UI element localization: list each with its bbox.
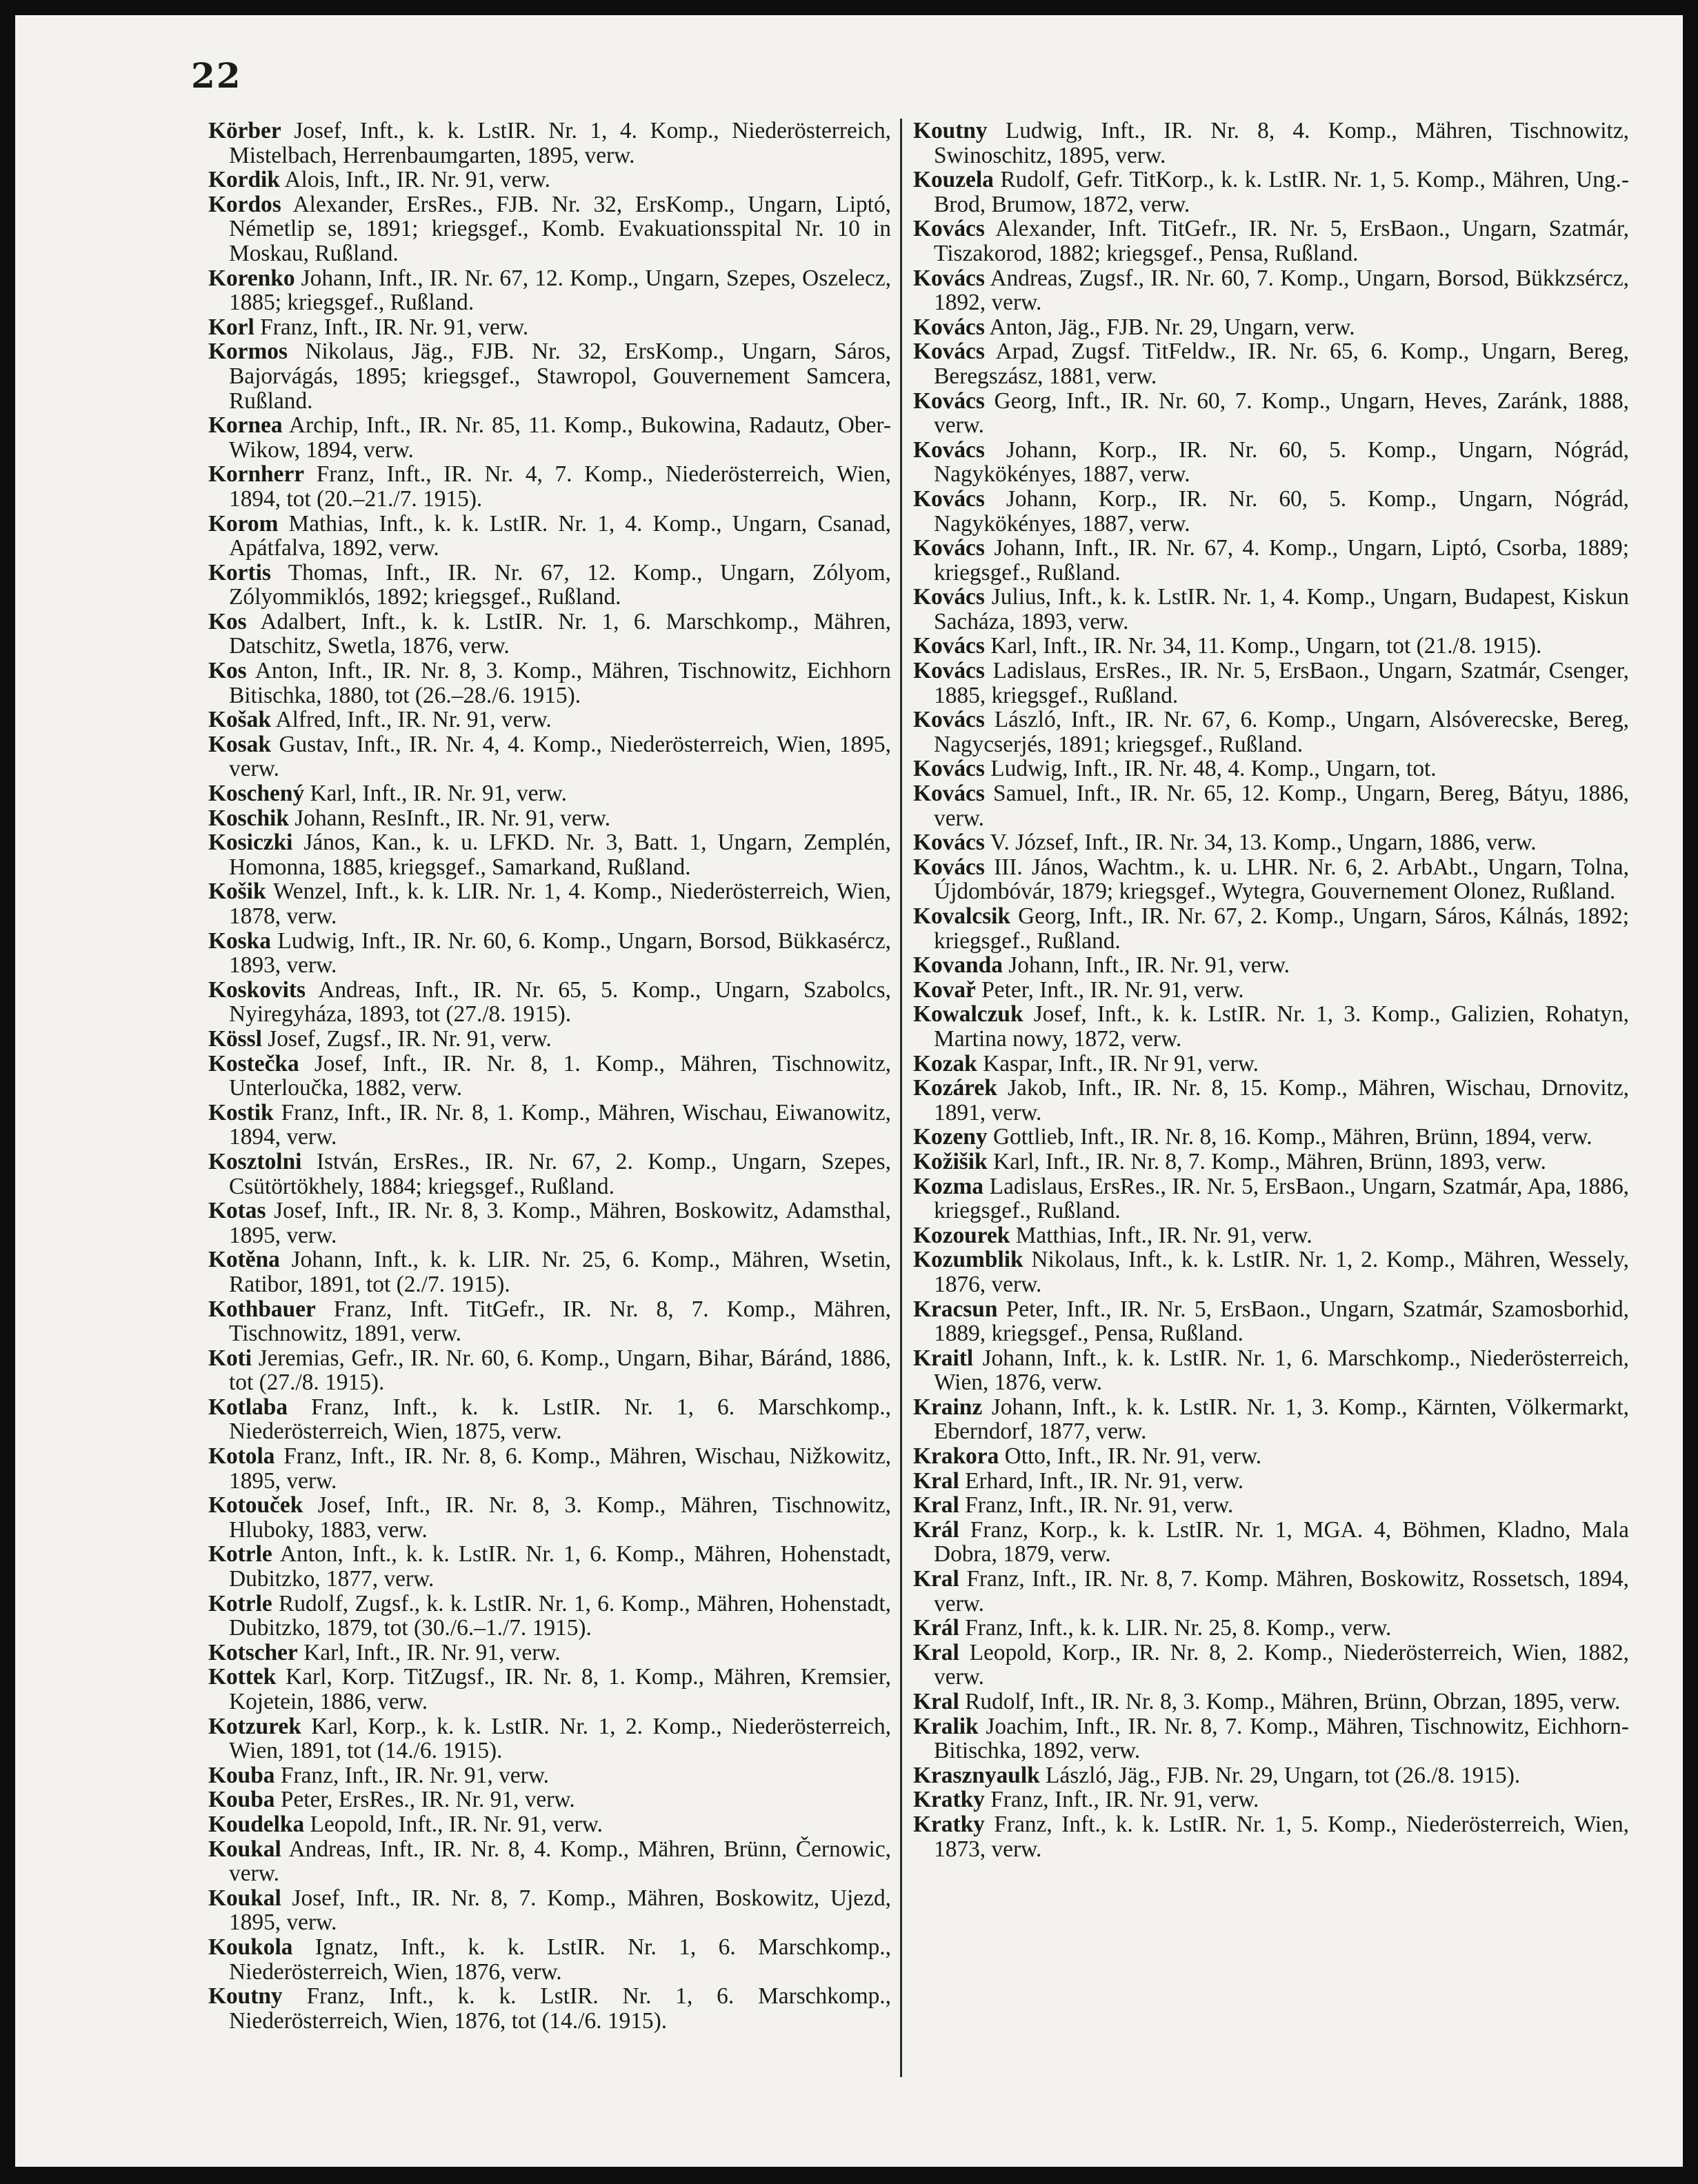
- entry-surname: Krasznyaulk: [913, 1762, 1040, 1788]
- entry-surname: Kratky: [913, 1787, 985, 1813]
- entry-surname: Kožišik: [913, 1148, 988, 1174]
- entry-details: Alfred, Inft., IR. Nr. 91, verw.: [275, 707, 552, 733]
- casualty-entry: [208, 1984, 891, 2033]
- entry-details: Georg, Inft., IR. Nr. 60, 7. Komp., Ungarn, Heves, Zaránk, 1888, verw.: [934, 388, 1629, 439]
- entry-details: Johann, Inft., IR. Nr. 91, verw.: [1008, 952, 1290, 979]
- entry-surname: Kovács: [913, 265, 985, 291]
- entry-details: Karl, Inft., IR. Nr. 91, verw.: [310, 781, 567, 807]
- casualty-entry: [913, 389, 1629, 438]
- entry-surname: Košik: [208, 879, 266, 905]
- entry-surname: Kovács: [913, 584, 985, 610]
- entry-details: Rudolf, Inft., IR. Nr. 8, 3. Komp., Mähren, Brünn, Obrzan, 1895, verw.: [965, 1689, 1621, 1714]
- entry-surname: Kovács: [913, 707, 985, 733]
- entry-surname: Kotola: [208, 1443, 275, 1470]
- casualty-entry: [208, 1886, 891, 1935]
- entry-details: Franz, Inft., IR. Nr. 91, verw.: [990, 1787, 1259, 1813]
- casualty-entry: [208, 879, 891, 928]
- entry-details: Karl, Inft., IR. Nr. 34, 11. Komp., Ungarn, tot (21./8. 1915).: [990, 633, 1542, 659]
- entry-details: Anton, Inft., k. k. LstIR. Nr. 1, 6. Komp., Mähren, Hohenstadt, Dubitzko, 1877, verw.: [229, 1541, 891, 1592]
- casualty-entry: [913, 855, 1629, 904]
- entry-details: Franz, Korp., k. k. LstIR. Nr. 1, MGA. 4, Böhmen, Kladno, Mala Dobra, 1879, verw.: [934, 1516, 1629, 1567]
- casualty-entry: [913, 708, 1629, 757]
- casualty-entry: [913, 438, 1629, 487]
- entry-surname: Kos: [208, 658, 247, 684]
- entry-details: Andreas, Inft., IR. Nr. 8, 4. Komp., Mähren, Brünn, Černowic, verw.: [229, 1836, 891, 1887]
- casualty-entry: [208, 610, 891, 659]
- entry-surname: Kowalczuk: [913, 1001, 1023, 1028]
- casualty-entry: [913, 119, 1629, 168]
- entry-surname: Kozma: [913, 1173, 983, 1199]
- entry-surname: Kotscher: [208, 1639, 298, 1665]
- entry-details: Jakob, Inft., IR. Nr. 8, 15. Komp., Mähren, Wischau, Drnovitz, 1891, verw.: [934, 1075, 1629, 1125]
- entry-surname: Kouba: [208, 1787, 275, 1813]
- entry-details: Alois, Inft., IR. Nr. 91, verw.: [284, 167, 550, 193]
- entry-details: Archip, Inft., IR. Nr. 85, 11. Komp., Bukowina, Radautz, Ober-Wikow, 1894, verw.: [229, 412, 891, 463]
- casualty-entry: [208, 806, 891, 831]
- entry-details: Ludwig, Inft., IR. Nr. 8, 4. Komp., Mähren, Tischnowitz, Swinoschitz, 1895, verw.: [934, 118, 1629, 168]
- entry-details: Rudolf, Zugsf., k. k. LstIR. Nr. 1, 6. Komp., Mähren, Hohenstadt, Dubitzko, 1879, tot (30./6.–1./7. 1915).: [229, 1590, 892, 1641]
- entry-surname: Kovanda: [913, 952, 1003, 979]
- entry-surname: Korom: [208, 510, 279, 537]
- entry-surname: Kössl: [208, 1025, 262, 1052]
- entry-surname: Kostečka: [208, 1050, 299, 1076]
- casualty-entry: [208, 781, 891, 806]
- entry-surname: Koschený: [208, 781, 305, 807]
- entry-details: Franz, Inft. TitGefr., IR. Nr. 8, 7. Komp., Mähren, Tischnowitz, 1891, verw.: [229, 1296, 891, 1347]
- entry-details: Leopold, Korp., IR. Nr. 8, 2. Komp., Niederösterreich, Wien, 1882, verw.: [934, 1639, 1629, 1690]
- casualty-entry: [913, 1248, 1629, 1296]
- entry-details: Mathias, Inft., k. k. LstIR. Nr. 1, 4. Komp., Ungarn, Csanad, Apátfalva, 1892, verw.: [229, 510, 891, 561]
- entry-details: Anton, Jäg., FJB. Nr. 29, Ungarn, verw.: [989, 314, 1355, 340]
- casualty-entry: [208, 1542, 891, 1591]
- entry-surname: Kovács: [913, 781, 985, 807]
- entry-surname: Kral: [913, 1689, 959, 1714]
- entry-surname: Kovalcsik: [913, 903, 1010, 929]
- casualty-entry: [208, 708, 891, 732]
- casualty-entry: [913, 1518, 1629, 1567]
- casualty-entry: [913, 659, 1629, 708]
- entry-details: Johann, Korp., IR. Nr. 60, 5. Komp., Ungarn, Nógrád, Nagykökényes, 1887, verw.: [934, 437, 1629, 488]
- entry-details: Johann, Inft., IR. Nr. 67, 12. Komp., Ungarn, Szepes, Oszelecz, 1885; kriegsgef., Rußland.: [229, 265, 891, 316]
- entry-surname: Kos: [208, 608, 247, 634]
- casualty-entry: [913, 1223, 1629, 1248]
- casualty-entry: [208, 1346, 891, 1395]
- entry-surname: Kovács: [913, 485, 985, 512]
- entry-surname: Kral: [913, 1566, 959, 1592]
- entry-details: Erhard, Inft., IR. Nr. 91, verw.: [965, 1467, 1244, 1494]
- casualty-entry: [913, 1150, 1629, 1174]
- entry-details: Franz, Inft., k. k. LIR. Nr. 25, 8. Komp., verw.: [965, 1615, 1392, 1641]
- scanned-page: [15, 15, 1683, 2167]
- entry-details: Karl, Inft., IR. Nr. 91, verw.: [303, 1639, 561, 1665]
- casualty-entry: [208, 339, 891, 413]
- casualty-entry: [208, 168, 891, 192]
- entry-surname: Kotěna: [208, 1247, 280, 1273]
- entry-surname: Kralik: [913, 1713, 979, 1739]
- casualty-entry: [208, 1714, 891, 1763]
- entry-details: Franz, Inft., IR. Nr. 91, verw.: [260, 314, 529, 340]
- casualty-entry: [913, 1812, 1629, 1861]
- casualty-entry: [208, 413, 891, 462]
- entry-surname: Koschik: [208, 805, 289, 831]
- casualty-entry: [913, 953, 1629, 978]
- right-column: [913, 119, 1629, 1861]
- casualty-entry: [913, 1297, 1629, 1346]
- casualty-entry: [913, 1174, 1629, 1223]
- entry-surname: Král: [913, 1615, 959, 1641]
- entry-details: Ignatz, Inft., k. k. LstIR. Nr. 1, 6. Marschkomp., Niederösterreich, Wien, 1876, verw.: [229, 1934, 891, 1985]
- casualty-entry: [913, 634, 1629, 659]
- entry-surname: Kouba: [208, 1762, 275, 1788]
- casualty-entry: [913, 904, 1629, 953]
- entry-details: Josef, Zugsf., IR. Nr. 91, verw.: [268, 1025, 552, 1052]
- entry-surname: Kovács: [913, 314, 985, 340]
- entry-surname: Kozourek: [913, 1222, 1010, 1248]
- entry-surname: Koukal: [208, 1836, 281, 1862]
- entry-details: Ladislaus, ErsRes., IR. Nr. 5, ErsBaon., Ungarn, Szatmár, Csenger, 1885, kriegsgef., Rußland.: [934, 658, 1629, 708]
- entry-details: Leopold, Inft., IR. Nr. 91, verw.: [310, 1811, 603, 1837]
- entry-details: Peter, Inft., IR. Nr. 5, ErsBaon., Ungarn, Szatmár, Szamosborhid, 1889, kriegsgef., Pensa, Rußland.: [934, 1296, 1629, 1347]
- entry-surname: Kovács: [913, 437, 985, 463]
- casualty-entry: [208, 1199, 891, 1248]
- left-column: [208, 119, 891, 2033]
- entry-details: Gustav, Inft., IR. Nr. 4, 4. Komp., Niederösterreich, Wien, 1895, verw.: [229, 731, 891, 782]
- entry-surname: Kral: [913, 1639, 959, 1665]
- entry-details: Josef, Inft., IR. Nr. 8, 1. Komp., Mähren, Tischnowitz, Unterloučka, 1882, verw.: [229, 1050, 891, 1101]
- entry-details: László, Inft., IR. Nr. 67, 6. Komp., Ungarn, Alsóverecske, Bereg, Nagycserjés, 1891; kriegsgef., Rußland.: [934, 707, 1629, 757]
- entry-surname: Kosak: [208, 731, 271, 757]
- entry-details: Johann, ResInft., IR. Nr. 91, verw.: [294, 805, 611, 831]
- entry-surname: Kovács: [913, 388, 985, 414]
- entry-surname: Kozumblik: [913, 1247, 1023, 1273]
- entry-surname: Kotas: [208, 1198, 266, 1224]
- casualty-entry: [208, 978, 891, 1027]
- entry-details: László, Jäg., FJB. Nr. 29, Ungarn, tot (26./8. 1915).: [1046, 1762, 1521, 1788]
- entry-details: Karl, Korp. TitZugsf., IR. Nr. 8, 1. Komp., Mähren, Kremsier, Kojetein, 1886, verw.: [229, 1664, 891, 1714]
- entry-surname: Koska: [208, 928, 271, 954]
- casualty-entry: [208, 119, 891, 168]
- entry-details: Ladislaus, ErsRes., IR. Nr. 5, ErsBaon., Ungarn, Szatmár, Apa, 1886, kriegsgef., Rußland.: [934, 1173, 1629, 1224]
- entry-details: Franz, Inft., k. k. LstIR. Nr. 1, 6. Marschkomp., Niederösterreich, Wien, 1876, tot (14./6. 1915).: [229, 1983, 891, 2034]
- entry-details: Otto, Inft., IR. Nr. 91, verw.: [1004, 1443, 1262, 1470]
- entry-details: Nikolaus, Jäg., FJB. Nr. 32, ErsKomp., Ungarn, Sáros, Bajorvágás, 1895; kriegsgef., Stawropol, Gouvernement Samcera, Rußland.: [229, 339, 891, 414]
- entry-surname: Koukola: [208, 1934, 293, 1960]
- casualty-entry: [208, 1665, 891, 1714]
- casualty-entry: [913, 1444, 1629, 1469]
- entry-surname: Kotzurek: [208, 1713, 301, 1739]
- entry-surname: Koutny: [913, 118, 988, 143]
- casualty-entry: [913, 1787, 1629, 1812]
- entry-details: Rudolf, Gefr. TitKorp., k. k. LstIR. Nr. 1, 5. Komp., Mähren, Ung.-Brod, Brumow, 1872, verw.: [934, 167, 1629, 217]
- casualty-entry: [913, 830, 1629, 855]
- entry-details: Karl, Inft., IR. Nr. 8, 7. Komp., Mähren, Brünn, 1893, verw.: [992, 1148, 1546, 1174]
- casualty-entry: [208, 315, 891, 340]
- casualty-entry: [208, 1935, 891, 1984]
- casualty-entry: [913, 1469, 1629, 1494]
- entry-surname: Körber: [208, 118, 281, 143]
- entry-details: Gottlieb, Inft., IR. Nr. 8, 16. Komp., Mähren, Brünn, 1894, verw.: [992, 1124, 1592, 1150]
- casualty-entry: [913, 1125, 1629, 1150]
- casualty-entry: [208, 830, 891, 879]
- entry-surname: Krakora: [913, 1443, 999, 1470]
- entry-details: Karl, Korp., k. k. LstIR. Nr. 1, 2. Komp., Niederösterreich, Wien, 1891, tot (14./6. 1915).: [229, 1713, 891, 1764]
- casualty-entry: [913, 1567, 1629, 1616]
- casualty-entry: [208, 266, 891, 315]
- entry-details: István, ErsRes., IR. Nr. 67, 2. Komp., Ungarn, Szepes, Csütörtökhely, 1884; kriegsgef., Rußland.: [229, 1148, 891, 1199]
- entry-surname: Kouzela: [913, 167, 994, 193]
- entry-surname: Kosiczki: [208, 830, 293, 856]
- entry-details: Josef, Inft., IR. Nr. 8, 3. Komp., Mähren, Tischnowitz, Hluboky, 1883, verw.: [229, 1492, 891, 1543]
- casualty-entry: [913, 757, 1629, 781]
- casualty-entry: [913, 487, 1629, 536]
- entry-surname: Kral: [913, 1467, 959, 1494]
- entry-surname: Koti: [208, 1345, 252, 1371]
- entry-surname: Král: [913, 1516, 959, 1543]
- casualty-entry: [913, 1002, 1629, 1051]
- entry-details: III. János, Wachtm., k. u. LHR. Nr. 6, 2. ArbAbt., Ungarn, Tolna, Újdombóvár, 1879; kriegsgef., Wytegra, Gouvernement Olonez, Rußland.: [934, 854, 1629, 905]
- entry-surname: Kotrle: [208, 1590, 272, 1616]
- entry-surname: Koutny: [208, 1983, 283, 2010]
- entry-surname: Kovař: [913, 976, 976, 1003]
- entry-surname: Kovács: [913, 535, 985, 561]
- casualty-entry: [208, 1150, 891, 1199]
- entry-details: Arpad, Zugsf. TitFeldw., IR. Nr. 65, 6. Komp., Ungarn, Bereg, Beregszász, 1881, verw.: [934, 339, 1629, 389]
- casualty-entry: [208, 929, 891, 978]
- casualty-entry: [208, 1395, 891, 1444]
- entry-surname: Korl: [208, 314, 254, 340]
- casualty-entry: [208, 192, 891, 266]
- casualty-entry: [208, 1787, 891, 1812]
- casualty-entry: [913, 1395, 1629, 1444]
- column-divider: [900, 119, 902, 2077]
- entry-surname: Kozeny: [913, 1124, 988, 1150]
- casualty-entry: [913, 1346, 1629, 1395]
- entry-surname: Kovács: [913, 830, 985, 856]
- entry-details: Andreas, Zugsf., IR. Nr. 60, 7. Komp., Ungarn, Borsod, Bükkzsércz, 1892, verw.: [934, 265, 1629, 316]
- entry-details: Franz, Inft., IR. Nr. 8, 6. Komp., Mähren, Wischau, Nižkowitz, 1895, verw.: [229, 1443, 891, 1494]
- casualty-entry: [913, 1714, 1629, 1763]
- entry-surname: Kostik: [208, 1099, 274, 1125]
- entry-surname: Kracsun: [913, 1296, 998, 1322]
- casualty-entry: [208, 1027, 891, 1052]
- entry-details: Peter, ErsRes., IR. Nr. 91, verw.: [280, 1787, 575, 1813]
- entry-surname: Kovács: [913, 854, 985, 880]
- entry-details: Georg, Inft., IR. Nr. 67, 2. Komp., Ungarn, Sáros, Kálnás, 1892; kriegsgef., Rußland.: [934, 903, 1629, 954]
- entry-details: Franz, Inft., IR. Nr. 4, 7. Komp., Niederösterreich, Wien, 1894, tot (20.–21./7. 1915).: [229, 461, 891, 512]
- casualty-entry: [913, 1076, 1629, 1125]
- casualty-entry: [208, 512, 891, 561]
- casualty-entry: [913, 339, 1629, 388]
- entry-surname: Kornherr: [208, 461, 305, 488]
- casualty-entry: [913, 1616, 1629, 1641]
- casualty-entry: [208, 561, 891, 610]
- entry-surname: Kormos: [208, 339, 288, 365]
- entry-details: Thomas, Inft., IR. Nr. 67, 12. Komp., Ungarn, Zólyom, Zólyommiklós, 1892; kriegsgef., Rußland.: [229, 559, 891, 610]
- entry-details: Josef, Inft., IR. Nr. 8, 7. Komp., Mähren, Boskowitz, Ujezd, 1895, verw.: [229, 1885, 891, 1936]
- entry-details: Franz, Inft., IR. Nr. 91, verw.: [965, 1492, 1234, 1519]
- casualty-entry: [208, 1297, 891, 1346]
- casualty-entry: [913, 1493, 1629, 1518]
- casualty-entry: [208, 1493, 891, 1542]
- page-number: 22: [191, 55, 242, 96]
- entry-details: Julius, Inft., k. k. LstIR. Nr. 1, 4. Komp., Ungarn, Budapest, Kiskun Sacháza, 1893, verw.: [934, 584, 1629, 634]
- entry-surname: Kovács: [913, 658, 985, 684]
- casualty-entry: [913, 1690, 1629, 1714]
- entry-details: Alexander, ErsRes., FJB. Nr. 32, ErsKomp., Ungarn, Liptó, Németlip se, 1891; kriegsgef., Komb. Evakuationsspital Nr. 10 in Moskau, Rußland.: [229, 191, 891, 266]
- casualty-entry: [913, 1763, 1629, 1788]
- entry-surname: Kratky: [913, 1811, 985, 1837]
- entry-surname: Kosztolni: [208, 1148, 302, 1174]
- casualty-entry: [913, 781, 1629, 830]
- casualty-entry: [208, 1052, 891, 1101]
- entry-surname: Kral: [913, 1492, 959, 1519]
- entry-details: Joachim, Inft., IR. Nr. 8, 7. Komp., Mähren, Tischnowitz, Eichhorn-Bitischka, 1892, verw.: [934, 1713, 1629, 1764]
- entry-details: Kaspar, Inft., IR. Nr 91, verw.: [983, 1050, 1259, 1076]
- entry-details: Wenzel, Inft., k. k. LIR. Nr. 1, 4. Komp., Niederösterreich, Wien, 1878, verw.: [229, 879, 891, 929]
- entry-surname: Kovács: [913, 633, 985, 659]
- entry-surname: Kothbauer: [208, 1296, 316, 1322]
- casualty-entry: [208, 1592, 891, 1641]
- entry-details: Josef, Inft., k. k. LstIR. Nr. 1, 3. Komp., Galizien, Rohatyn, Martina nowy, 1872, verw.: [934, 1001, 1629, 1052]
- casualty-entry: [208, 1248, 891, 1296]
- entry-details: Ludwig, Inft., IR. Nr. 48, 4. Komp., Ungarn, tot.: [990, 756, 1437, 782]
- entry-surname: Kornea: [208, 412, 283, 439]
- entry-details: Josef, Inft., IR. Nr. 8, 3. Komp., Mähren, Boskowitz, Adamsthal, 1895, verw.: [229, 1198, 891, 1248]
- casualty-entry: [208, 1101, 891, 1150]
- entry-details: Franz, Inft., k. k. LstIR. Nr. 1, 5. Komp., Niederösterreich, Wien, 1873, verw.: [934, 1811, 1629, 1862]
- entry-surname: Koudelka: [208, 1811, 305, 1837]
- casualty-entry: [208, 659, 891, 708]
- entry-details: Franz, Inft., IR. Nr. 91, verw.: [280, 1762, 550, 1788]
- casualty-entry: [913, 266, 1629, 315]
- entry-details: Jeremias, Gefr., IR. Nr. 60, 6. Komp., Ungarn, Bihar, Báránd, 1886, tot (27./8. 1915).: [229, 1345, 891, 1396]
- casualty-entry: [913, 1052, 1629, 1076]
- entry-details: Franz, Inft., IR. Nr. 8, 1. Komp., Mähren, Wischau, Eiwanowitz, 1894, verw.: [229, 1099, 892, 1150]
- entry-surname: Kordos: [208, 191, 281, 217]
- entry-details: Anton, Inft., IR. Nr. 8, 3. Komp., Mähren, Tischnowitz, Eichhorn Bitischka, 1880, tot (26.–28./6. 1915).: [229, 658, 891, 708]
- entry-details: V. József, Inft., IR. Nr. 34, 13. Komp., Ungarn, 1886, verw.: [990, 830, 1537, 856]
- entry-details: Matthias, Inft., IR. Nr. 91, verw.: [1015, 1222, 1312, 1248]
- casualty-entry: [208, 1812, 891, 1837]
- entry-details: Alexander, Inft. TitGefr., IR. Nr. 5, ErsBaon., Ungarn, Szatmár, Tiszakorod, 1882; kriegsgef., Pensa, Rußland.: [934, 216, 1629, 266]
- entry-details: Adalbert, Inft., k. k. LstIR. Nr. 1, 6. Marschkomp., Mähren, Datschitz, Swetla, 1876, verw.: [229, 608, 891, 659]
- entry-surname: Kotouček: [208, 1492, 303, 1519]
- casualty-entry: [208, 1837, 891, 1886]
- entry-details: Johann, Inft., k. k. LIR. Nr. 25, 6. Komp., Mähren, Wsetin, Ratibor, 1891, tot (2./7. 1915).: [229, 1247, 891, 1297]
- casualty-entry: [913, 168, 1629, 217]
- entry-surname: Kozárek: [913, 1075, 997, 1101]
- entry-surname: Kraitl: [913, 1345, 974, 1371]
- casualty-entry: [208, 1444, 891, 1493]
- entry-details: Johann, Korp., IR. Nr. 60, 5. Komp., Ungarn, Nógrád, Nagykökényes, 1887, verw.: [934, 485, 1629, 537]
- entry-details: Samuel, Inft., IR. Nr. 65, 12. Komp., Ungarn, Bereg, Bátyu, 1886, verw.: [934, 781, 1629, 831]
- entry-surname: Koskovits: [208, 976, 306, 1003]
- entry-details: Josef, Inft., k. k. LstIR. Nr. 1, 4. Komp., Niederösterreich, Mistelbach, Herrenbaumgarten, 1895, verw.: [229, 118, 891, 168]
- entry-details: Johann, Inft., IR. Nr. 67, 4. Komp., Ungarn, Liptó, Csorba, 1889; kriegsgef., Rußland.: [934, 535, 1629, 585]
- entry-surname: Korenko: [208, 265, 295, 291]
- casualty-entry: [208, 1641, 891, 1665]
- entry-surname: Kordik: [208, 167, 280, 193]
- entry-surname: Kovács: [913, 339, 985, 365]
- casualty-entry: [208, 462, 891, 511]
- entry-surname: Košak: [208, 707, 271, 733]
- casualty-entry: [913, 585, 1629, 634]
- entry-surname: Koukal: [208, 1885, 281, 1911]
- entry-surname: Kotlaba: [208, 1394, 288, 1420]
- entry-details: Johann, Inft., k. k. LstIR. Nr. 1, 6. Marschkomp., Niederösterreich, Wien, 1876, verw.: [934, 1345, 1629, 1396]
- casualty-entry: [913, 978, 1629, 1003]
- entry-details: János, Kan., k. u. LFKD. Nr. 3, Batt. 1, Ungarn, Zemplén, Homonna, 1885, kriegsgef., Samarkand, Rußland.: [229, 830, 891, 880]
- entry-surname: Kovács: [913, 216, 985, 242]
- casualty-entry: [208, 1763, 891, 1788]
- entry-details: Peter, Inft., IR. Nr. 91, verw.: [981, 976, 1244, 1003]
- entry-details: Johann, Inft., k. k. LstIR. Nr. 1, 3. Komp., Kärnten, Völkermarkt, Eberndorf, 1877, verw.: [934, 1394, 1629, 1445]
- entry-details: Ludwig, Inft., IR. Nr. 60, 6. Komp., Ungarn, Borsod, Bükkasércz, 1893, verw.: [229, 928, 891, 979]
- entry-surname: Kortis: [208, 559, 271, 585]
- entry-details: Franz, Inft., k. k. LstIR. Nr. 1, 6. Marschkomp., Niederösterreich, Wien, 1875, verw.: [229, 1394, 891, 1445]
- entry-surname: Kozak: [913, 1050, 977, 1076]
- casualty-entry: [913, 217, 1629, 266]
- entry-surname: Kotrle: [208, 1541, 272, 1567]
- casualty-entry: [913, 315, 1629, 340]
- entry-details: Nikolaus, Inft., k. k. LstIR. Nr. 1, 2. Komp., Mähren, Wessely, 1876, verw.: [934, 1247, 1629, 1297]
- entry-details: Andreas, Inft., IR. Nr. 65, 5. Komp., Ungarn, Szabolcs, Nyiregyháza, 1893, tot (27./8. 1915).: [229, 976, 891, 1028]
- casualty-entry: [913, 1641, 1629, 1690]
- casualty-entry: [208, 732, 891, 781]
- entry-surname: Krainz: [913, 1394, 983, 1420]
- entry-details: Franz, Inft., IR. Nr. 8, 7. Komp. Mähren, Boskowitz, Rossetsch, 1894, verw.: [934, 1566, 1629, 1616]
- casualty-entry: [913, 536, 1629, 585]
- entry-surname: Kovács: [913, 756, 985, 782]
- entry-surname: Kottek: [208, 1664, 277, 1690]
